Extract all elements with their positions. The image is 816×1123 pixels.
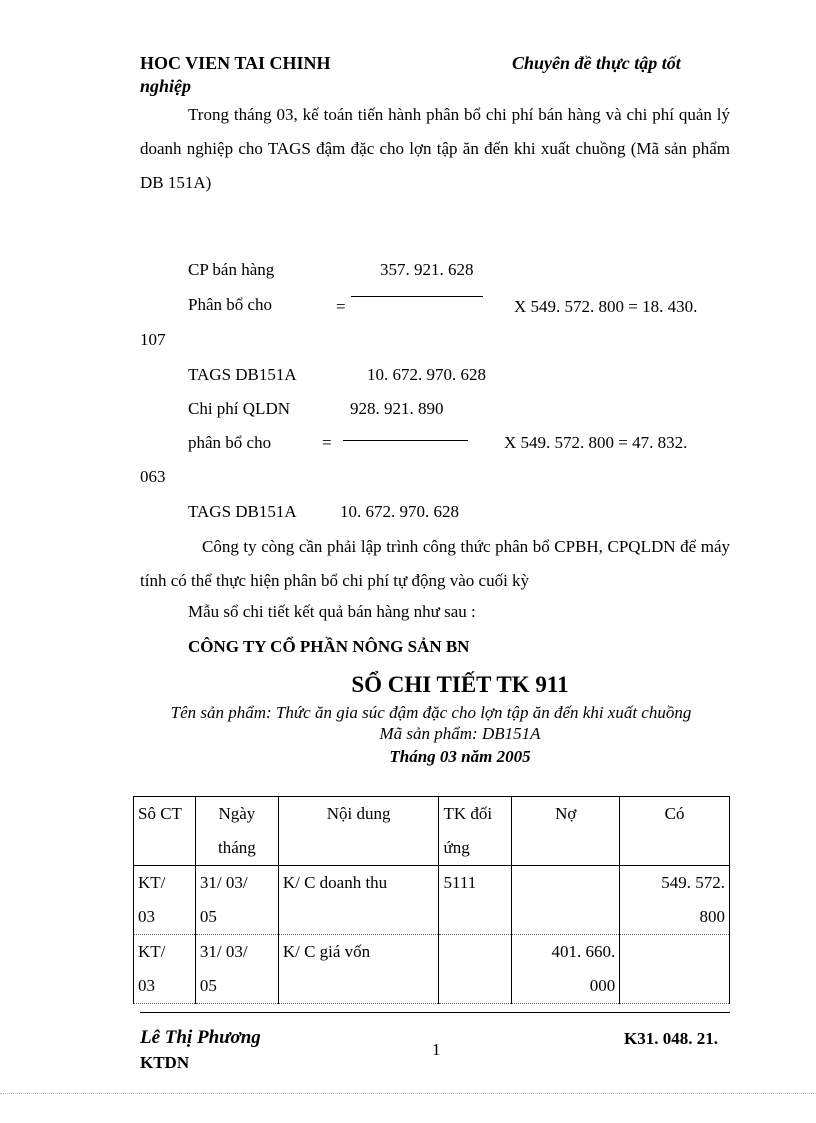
formula2-fraction-bar [343,440,468,441]
table-row [134,866,730,935]
formula1-label-phan-bo: Phân bổ cho [188,295,273,314]
formula1-label-tags: TAGS DB151A [188,365,297,384]
table-row [134,935,730,1004]
formula1-fraction-bar [351,296,483,297]
formula2-equals-sign: = [322,433,332,452]
header-content: Nội dung [278,797,439,866]
formula1-multiplier: X 549. 572. 800 = 18. 430. [514,297,698,316]
row2-content: K/ C giá vốn [278,935,439,1004]
row1-doc-number: KT/ 03 [134,866,196,935]
row1-credit: 549. 572. 800 [620,866,730,935]
row1-contra-account: 5111 [439,866,512,935]
row2-date: 31/ 03/ 05 [195,935,278,1004]
ledger-period: Tháng 03 năm 2005 [389,747,531,766]
header-doc-number: Sô CT [134,797,196,866]
row2-doc-number: KT/ 03 [134,935,196,1004]
formula1-numerator: 357. 921. 628 [380,260,474,279]
formula2-numerator: 928. 921. 890 [350,399,444,418]
row1-content: K/ C doanh thu [278,866,439,935]
header-contra-account: TK đối ứng [439,797,512,866]
automation-paragraph: Công ty còng cần phải lập trình công thức phân bổ CPBH, CPQLDN để máy tính có thể thực hiện phân bổ chi phí tự động vào cuối kỳ [140,537,730,590]
formula1-denominator: 10. 672. 970. 628 [367,365,486,384]
row1-date: 31/ 03/ 05 [195,866,278,935]
footer-author: Lê Thị Phương [140,1027,261,1048]
row2-debit: 401. 660. 000 [512,935,620,1004]
formula2-result-tail: 063 [140,467,166,486]
ledger-product-code: Mã sản phẩm: DB151A [379,724,541,743]
header-credit: Có [620,797,730,866]
formula2-multiplier: X 549. 572. 800 = 47. 832. [504,433,688,452]
ledger-product-name: Tên sản phẩm: Thức ăn gia súc đậm đặc cho lợn tập ăn đến khi xuất chuồng [170,703,692,722]
header-report-title: Chuyên đề thực tập tốt [512,53,681,73]
formula1-label-cp-ban-hang: CP bán hàng [188,260,275,279]
ledger-table [133,796,730,1004]
page-bottom-dotted-edge [0,1093,816,1094]
page-number: 1 [432,1040,441,1059]
formula2-label-qldn: Chi phí QLDN [188,399,290,418]
footer-department: KTDN [140,1053,190,1072]
intro-paragraph: Trong tháng 03, kế toán tiến hành phân bổ chi phí bán hàng và chi phí quản lý doanh nghiệp cho TAGS đậm đặc cho lợn tập ăn đến khi xuất chuồng (Mã sản phẩm DB 151A) [140,105,730,192]
footer-rule [140,1012,730,1013]
header-institution: HOC VIEN TAI CHINH [140,53,331,73]
formula2-denominator: 10. 672. 970. 628 [340,502,459,521]
footer-class-code: K31. 048. 21. [624,1029,718,1048]
formula2-label-tags: TAGS DB151A [188,502,297,521]
row1-debit [512,866,620,935]
formula1-equals-sign: = [336,297,346,316]
row2-contra-account [439,935,512,1004]
ledger-title: SỔ CHI TIẾT TK 911 [351,672,569,697]
header-wrap-word: nghiệp [140,76,192,96]
company-name: CÔNG TY CỔ PHẦN NÔNG SẢN BN [188,637,470,656]
sample-ledger-intro: Mẫu sổ chi tiết kết quả bán hàng như sau : [188,602,476,621]
header-debit: Nợ [512,797,620,866]
formula1-result-tail: 107 [140,330,166,349]
ledger-header-row [134,797,730,866]
formula2-label-phan-bo: phân bổ cho [188,433,272,452]
row2-credit [620,935,730,1004]
header-date: Ngày tháng [195,797,278,866]
